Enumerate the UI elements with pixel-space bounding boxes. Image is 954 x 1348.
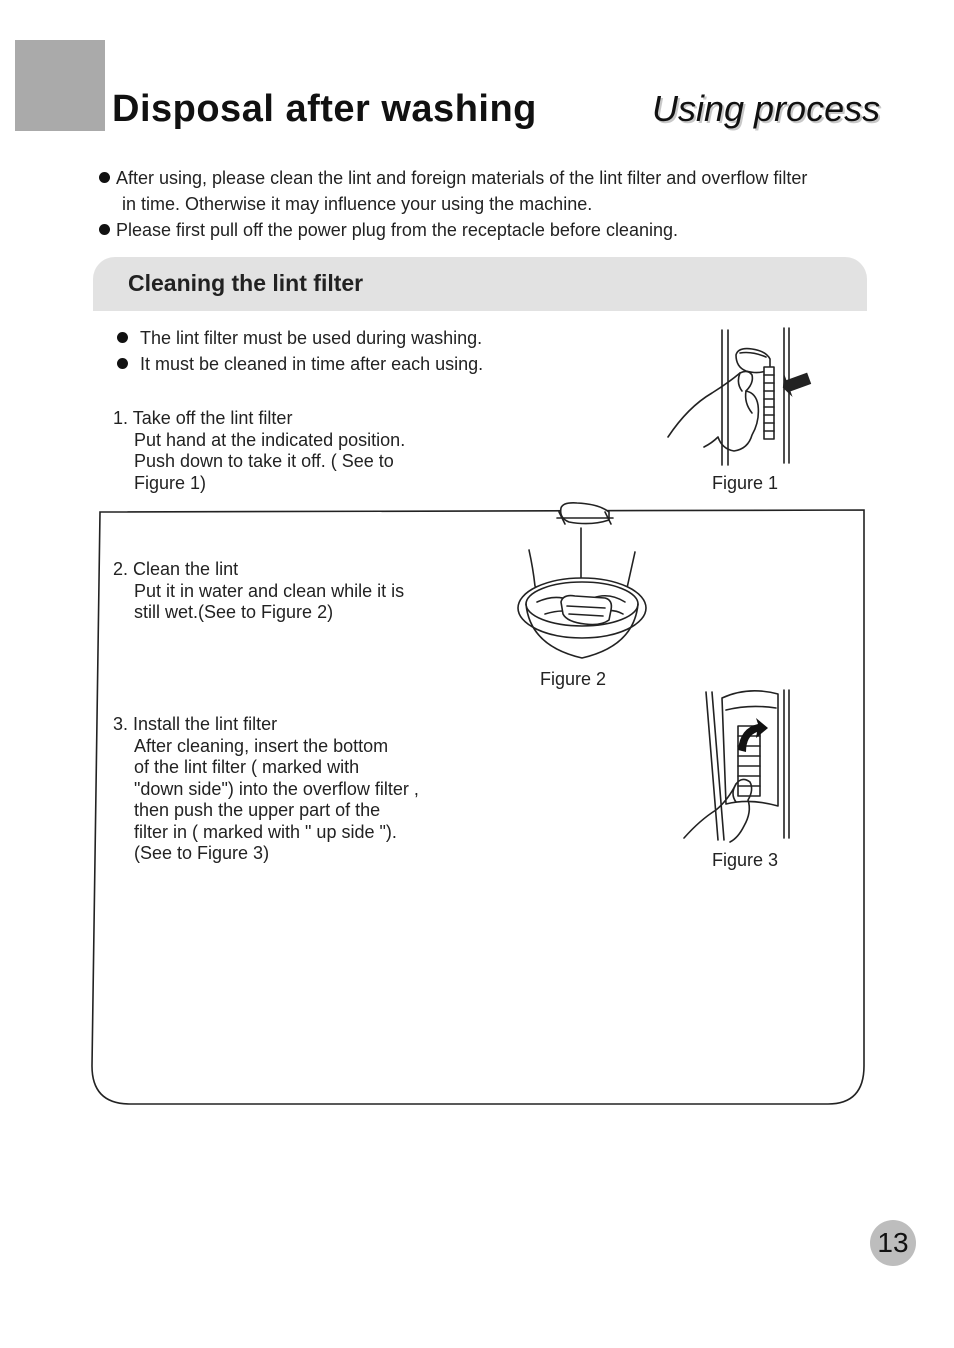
step-2 <box>113 559 404 624</box>
figure-2-illustration <box>505 498 665 668</box>
step-3-line: filter in ( marked with " up side "). <box>134 821 397 842</box>
section-subtitle: Cleaning the lint filter <box>128 270 364 296</box>
page-title: Disposal after washing <box>112 88 537 130</box>
step-3-line: "down side") into the overflow filter , <box>134 778 419 799</box>
step-1-line: Push down to take it off. ( See to <box>134 451 394 471</box>
step-1-heading: 1. Take off the lint filter <box>113 408 293 428</box>
intro-bullet-1: After using, please clean the lint and foreign materials of the lint filter and overflow filter <box>99 165 807 191</box>
intro-bullet-2: Please first pull off the power plug from the receptacle before cleaning. <box>99 217 678 243</box>
step-2-line: still wet.(See to Figure 2) <box>134 602 334 622</box>
step-3 <box>113 714 419 865</box>
figure-3-caption: Figure 3 <box>712 850 779 870</box>
step-3-line: (See to Figure 3) <box>134 843 270 863</box>
section-title: Using process <box>652 88 881 129</box>
step-2-heading: 2. Clean the lint <box>113 559 239 579</box>
step-3-line: then push the upper part of the <box>134 800 381 820</box>
figure-2-caption: Figure 2 <box>540 669 607 689</box>
step-2-line: Put it in water and clean while it is <box>134 580 405 601</box>
page-number-badge: 13 <box>870 1220 916 1266</box>
step-3-line: of the lint filter ( marked with <box>134 757 360 777</box>
step-1-line: Put hand at the indicated position. <box>134 429 406 450</box>
figure-1-caption: Figure 1 <box>712 473 779 493</box>
step-3-line: After cleaning, insert the bottom <box>134 735 389 756</box>
section-bullet-2: It must be cleaned in time after each using. <box>117 354 483 375</box>
step-3-heading: 3. Install the lint filter <box>113 714 278 734</box>
figure-3-illustration <box>680 686 800 846</box>
section-bullet-1: The lint filter must be used during washing. <box>117 328 482 349</box>
step-1-line: Figure 1) <box>134 472 207 493</box>
intro-bullet-1-continued: in time. Otherwise it may influence your using the machine. <box>122 194 593 214</box>
